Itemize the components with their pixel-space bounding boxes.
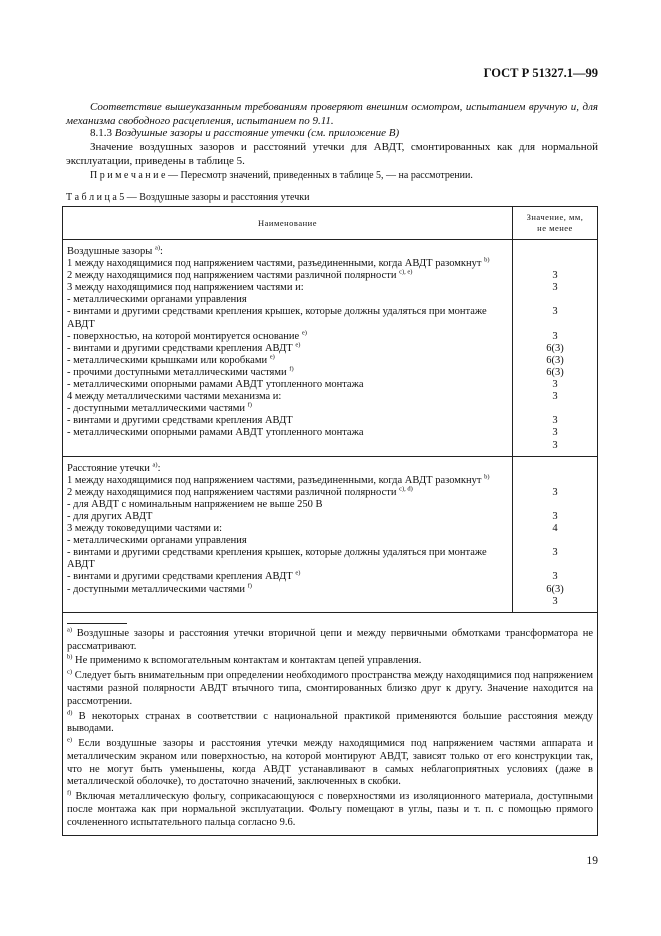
table-row: - для АВДТ с номинальным напряжением не выше 250 В — [67, 498, 323, 510]
header-name: Наименование — [63, 207, 513, 240]
compliance-paragraph: Соответствие вышеуказанным требованиям проверяют внешним осмотром, испытанием вручную и, для механизма свободного расцепления, испытанием по 9.11. — [66, 101, 598, 127]
table-caption-text: 5 — Воздушные зазоры и расстояния утечки — [116, 192, 310, 203]
group2-names — [63, 456, 513, 608]
table-value: 6(3) — [546, 342, 564, 354]
table-value: 3 — [552, 486, 558, 498]
table-value: 3 — [552, 330, 558, 342]
section-heading — [66, 126, 598, 140]
header-value-line2: не менее — [537, 223, 573, 233]
table-row: - прочими доступными металлическими частями $^{f)}$ — [67, 365, 294, 378]
table-value: 3 — [552, 306, 558, 318]
footnotes — [63, 612, 598, 835]
group2-title: Расстояние утечки $^{a)}$: — [67, 461, 161, 474]
footnote-e: $^{e)}$ Если воздушные зазоры и расстояния утечки между находящимися под напряжением частями аппарата и металлическим экраном или поверхностью, на которой монтируют АВДТ, зависят только от его конструкции так, что не могут быть уменьшены, когда АВДТ устанавливают в самых неблагоприятных условиях (даже в металлической оболочке), то достаточно значений, заключенных в скобки. — [67, 736, 593, 788]
table-label: Т а б л и ц а — [66, 192, 117, 203]
table-row: 1 между находящимися под напряжением частями, разъединенными, когда АВДТ разомкнут $^{b)}$ — [67, 473, 490, 486]
table-row: 4 между металлическими частями механизма и: — [67, 391, 282, 403]
table-row: - для других АВДТ — [67, 510, 153, 522]
table-value: 3 — [552, 270, 558, 282]
table-row: - винтами и другими средствами крепления крышек, которые должны удаляться при монтаже АВДТ — [67, 547, 487, 571]
table-row: - металлическими органами управления — [67, 294, 247, 306]
group1-block — [63, 240, 598, 452]
table-value: 3 — [552, 547, 558, 559]
table-row: - металлическими опорными рамами АВДТ утопленного монтажа — [67, 427, 364, 439]
section-number: 8.1.3 — [90, 127, 112, 139]
table-row: - металлическими опорными рамами АВДТ утопленного монтажа — [67, 379, 364, 391]
table-value: 3 — [552, 427, 558, 439]
table-row: - доступными металлическими частями $^{f)}$ — [67, 582, 252, 595]
table-row: 3 между токоведущими частями и: — [67, 523, 223, 535]
footnote-b: $^{b)}$ Не применимо к вспомогательным контактам и контактам цепей управления. — [67, 653, 422, 667]
table-row: - винтами и другими средствами крепления АВДТ $^{e)}$ — [67, 341, 301, 354]
footnote-rule — [67, 623, 127, 624]
table-row: 3 между находящимися под напряжением частями и: — [67, 282, 304, 294]
table-row: 2 между находящимися под напряжением частями различной полярности $^{c), d)}$ — [67, 485, 413, 498]
group1-values — [513, 240, 598, 452]
group2-values — [513, 456, 598, 608]
group1-title: Воздушные зазоры $^{a)}$: — [67, 244, 163, 257]
clearance-table — [62, 206, 598, 836]
table-row: 2 между находящимися под напряжением частями различной полярности $^{c), e)}$ — [67, 268, 413, 282]
table-value: 6(3) — [546, 366, 564, 378]
footnote-f: $^{f)}$ Включая металлическую фольгу, соприкасающуюся с поверхностями из изоляционного материала, доступными после монтажа как при нормальной эксплуатации. Фольгу помещают в углы, пазы и т. п. с помощью прямого сочлененного испытательного пальца согласно 9.6. — [67, 789, 593, 828]
table-row: - поверхностью, на которой монтируется основание $^{e)}$ — [67, 329, 307, 342]
table-value: 3 — [552, 595, 558, 607]
table-row: - металлическими органами управления — [67, 535, 247, 547]
table-header-row — [63, 207, 598, 240]
table-row: - винтами и другими средствами крепления АВДТ — [67, 415, 293, 427]
table-value: 6(3) — [546, 354, 564, 366]
table-value: 6(3) — [546, 583, 564, 595]
footnote-d: $^{d)}$ В некоторых странах в соответствии с национальной практикой применяются большие расстояния между выводами. — [67, 709, 593, 735]
note-text: — Пересмотр значений, приведенных в таблице 5, — на рассмотрении. — [165, 170, 473, 181]
table-value: 3 — [552, 571, 558, 583]
table-row: - винтами и другими средствами крепления крышек, которые должны удаляться при монтаже АВДТ — [67, 306, 487, 330]
footnotes-row — [63, 612, 598, 835]
section-title: Воздушные зазоры и расстояние утечки (см. приложение В) — [114, 127, 400, 139]
table-value: 4 — [552, 523, 558, 535]
footnote-c: $^{c)}$ Следует быть внимательным при определении необходимого пространства между находящимися под напряжением частями разной полярности АВДТ втычного типа, смонтированных близко друг к другу. Значение находится на рассмотрении. — [67, 668, 593, 707]
group1-names — [63, 240, 513, 452]
document-number: ГОСТ Р 51327.1—99 — [483, 66, 598, 80]
table-value: 3 — [552, 439, 558, 451]
page-number: 19 — [586, 855, 598, 867]
note-label: П р и м е ч а н и е — [90, 170, 166, 181]
table-row: - винтами и другими средствами крепления АВДТ $^{e)}$ — [67, 569, 301, 583]
group2-block — [63, 456, 598, 608]
table-row: - металлическими крышками или коробками $^{e)}$ — [67, 353, 275, 366]
table-value: 3 — [552, 379, 558, 391]
footnote-a: $^{a)}$ Воздушные зазоры и расстояния утечки вторичной цепи и между первичными обмотками трансформатора не рассматривают. — [67, 626, 593, 652]
table-value: 3 — [552, 415, 558, 427]
table-row: 1 между находящимися под напряжением частями, разъединенными, когда АВДТ разомкнут $^{b)}$ — [67, 256, 490, 270]
section-paragraph: Значение воздушных зазоров и расстояний утечки для АВДТ, смонтированных как для нормальной эксплуатации, приведены в таблице 5. — [66, 141, 598, 167]
table-caption — [66, 191, 598, 205]
table-value: 3 — [552, 510, 558, 522]
table-value: 3 — [552, 391, 558, 403]
note — [66, 169, 598, 183]
header-value — [513, 207, 598, 240]
table-row: - доступными металлическими частями $^{f)}$ — [67, 401, 252, 415]
header-value-line1: Значение, мм, — [526, 212, 584, 222]
table-value: 3 — [552, 282, 558, 294]
